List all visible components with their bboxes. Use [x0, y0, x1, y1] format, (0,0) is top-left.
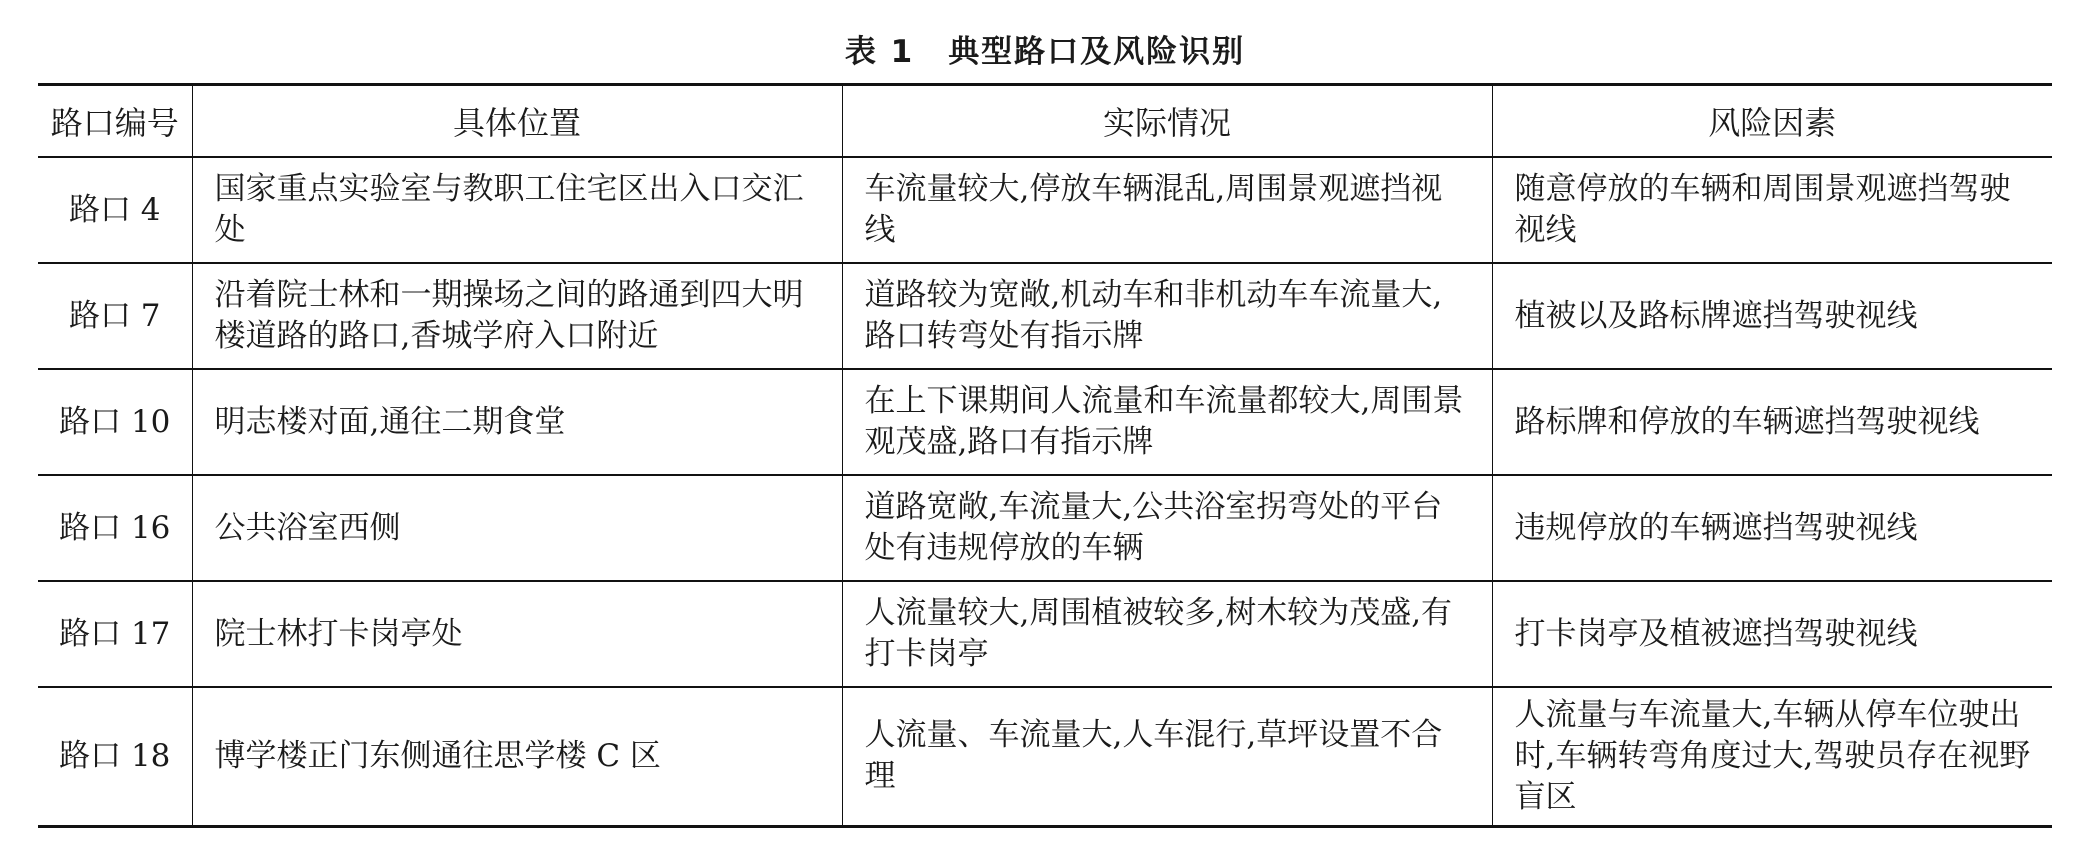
cell-location: 博学楼正门东侧通往思学楼 C 区: [192, 687, 842, 826]
cell-risk: 违规停放的车辆遮挡驾驶视线: [1492, 475, 2052, 581]
cell-situation: 人流量较大,周围植被较多,树木较为茂盛,有打卡岗亭: [842, 581, 1492, 687]
table-row: [38, 157, 2052, 263]
cell-location: 国家重点实验室与教职工住宅区出入口交汇处: [192, 157, 842, 263]
cell-situation: 人流量、车流量大,人车混行,草坪设置不合理: [842, 687, 1492, 826]
cell-id: 路口 16: [38, 475, 192, 581]
table-row: [38, 687, 2052, 826]
cell-id: 路口 7: [38, 263, 192, 369]
column-header-id: 路口编号: [38, 85, 192, 158]
cell-risk: 打卡岗亭及植被遮挡驾驶视线: [1492, 581, 2052, 687]
table-header-row: [38, 85, 2052, 158]
column-header-risk: 风险因素: [1492, 85, 2052, 158]
table-caption: [0, 26, 2090, 71]
cell-risk: 随意停放的车辆和周围景观遮挡驾驶视线: [1492, 157, 2052, 263]
intersection-risk-table: [38, 83, 2052, 828]
table-caption-title: 典型路口及风险识别: [948, 34, 1246, 70]
column-header-location: 具体位置: [192, 85, 842, 158]
cell-risk: 人流量与车流量大,车辆从停车位驶出时,车辆转弯角度过大,驾驶员存在视野盲区: [1492, 687, 2052, 826]
cell-situation: 道路较为宽敞,机动车和非机动车车流量大,路口转弯处有指示牌: [842, 263, 1492, 369]
cell-location: 明志楼对面,通往二期食堂: [192, 369, 842, 475]
cell-id: 路口 10: [38, 369, 192, 475]
cell-id: 路口 4: [38, 157, 192, 263]
cell-location: 院士林打卡岗亭处: [192, 581, 842, 687]
cell-risk: 路标牌和停放的车辆遮挡驾驶视线: [1492, 369, 2052, 475]
cell-location: 沿着院士林和一期操场之间的路通到四大明楼道路的路口,香城学府入口附近: [192, 263, 842, 369]
cell-situation: 车流量较大,停放车辆混乱,周围景观遮挡视线: [842, 157, 1492, 263]
table-row: [38, 263, 2052, 369]
table-row: [38, 369, 2052, 475]
table-row: [38, 581, 2052, 687]
table-caption-number: 表 1: [844, 34, 915, 70]
table-row: [38, 475, 2052, 581]
column-header-situation: 实际情况: [842, 85, 1492, 158]
cell-location: 公共浴室西侧: [192, 475, 842, 581]
cell-id: 路口 17: [38, 581, 192, 687]
cell-situation: 道路宽敞,车流量大,公共浴室拐弯处的平台处有违规停放的车辆: [842, 475, 1492, 581]
cell-id: 路口 18: [38, 687, 192, 826]
cell-risk: 植被以及路标牌遮挡驾驶视线: [1492, 263, 2052, 369]
cell-situation: 在上下课期间人流量和车流量都较大,周围景观茂盛,路口有指示牌: [842, 369, 1492, 475]
